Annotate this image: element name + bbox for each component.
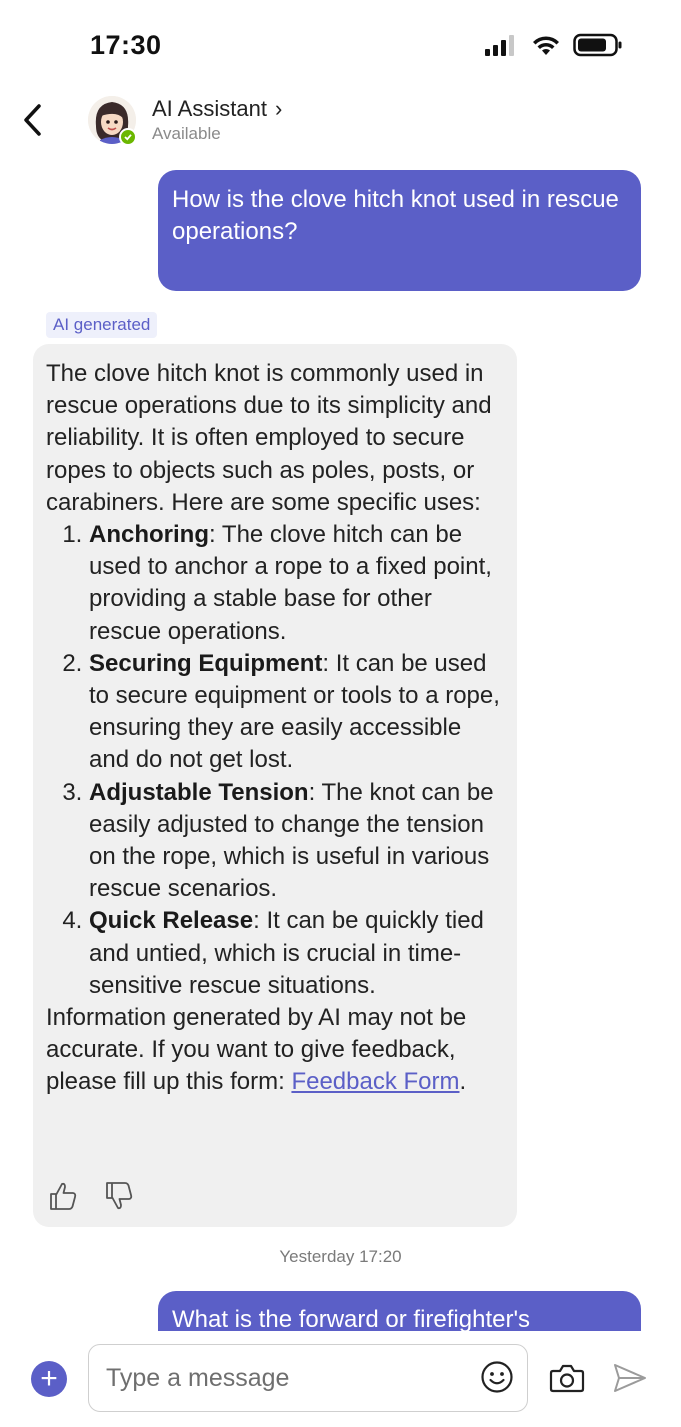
add-button[interactable]	[31, 1361, 67, 1397]
list-item-text: : The knot can be easily adjusted to change the tension on the rope, which is useful in various rescue scenarios.	[89, 778, 494, 903]
chevron-right-icon: ›	[274, 96, 283, 121]
emoji-button[interactable]	[479, 1359, 515, 1395]
send-icon	[612, 1362, 648, 1394]
list-item-title: Quick Release	[89, 907, 254, 935]
battery-icon	[573, 33, 623, 62]
disclaimer-text: Information generated by AI may not be accurate. If you want to give feedback, please fill up this form:	[46, 1004, 467, 1096]
reactions	[46, 1179, 136, 1213]
feedback-form-link[interactable]: Feedback Form	[291, 1068, 460, 1096]
send-button[interactable]	[611, 1360, 649, 1396]
list-item-text: : It can be used to secure equipment or tools to a rope, ensuring they are easily accessible and do not get lost.	[89, 649, 500, 774]
list-item-text: : It can be quickly tied and untied, which is crucial in time-sensitive rescue situations.	[89, 907, 484, 999]
camera-button[interactable]	[548, 1360, 586, 1396]
back-button[interactable]	[18, 100, 48, 140]
presence-available-icon	[119, 128, 137, 146]
list-item	[89, 905, 503, 1002]
signal-icon	[485, 34, 519, 61]
ai-message[interactable]	[33, 344, 517, 1227]
message-input[interactable]	[88, 1344, 528, 1412]
ai-list	[46, 519, 503, 1002]
list-item	[89, 519, 503, 648]
list-item	[89, 777, 503, 906]
list-item-title: Adjustable Tension	[89, 778, 309, 806]
list-item-title: Securing Equipment	[89, 649, 323, 677]
thumbs-up-icon[interactable]	[46, 1179, 80, 1213]
chat-title: AI Assistant	[152, 96, 267, 121]
thumbs-down-icon[interactable]	[102, 1179, 136, 1213]
user-message[interactable]: What is the forward or firefighter's	[158, 1291, 641, 1331]
chat-title-button[interactable]	[152, 96, 282, 122]
message-timestamp: Yesterday 17:20	[279, 1247, 402, 1266]
ai-generated-badge: AI generated	[46, 312, 157, 338]
ai-intro: The clove hitch knot is commonly used in rescue operations due to its simplicity and reliability. It is often employed to secure ropes to objects such as poles, posts, or carabiners. Here are some specific uses:	[46, 360, 492, 516]
chat-status: Available	[152, 124, 221, 143]
camera-icon	[549, 1362, 585, 1394]
list-item	[89, 648, 503, 777]
status-icons	[485, 33, 623, 62]
disclaimer-suffix: .	[459, 1068, 467, 1096]
list-item-text: : The clove hitch can be used to anchor a rope to a fixed point, providing a stable base for other rescue operations.	[89, 521, 492, 645]
user-message[interactable]: How is the clove hitch knot used in rescue operations?	[158, 170, 641, 291]
ai-disclaimer	[46, 1002, 503, 1099]
wifi-icon	[531, 34, 561, 61]
list-item-title: Anchoring	[89, 521, 209, 549]
status-time: 17:30	[90, 30, 162, 60]
emoji-icon	[480, 1360, 514, 1394]
plus-icon: +	[40, 1362, 58, 1395]
chevron-left-icon	[22, 103, 44, 137]
